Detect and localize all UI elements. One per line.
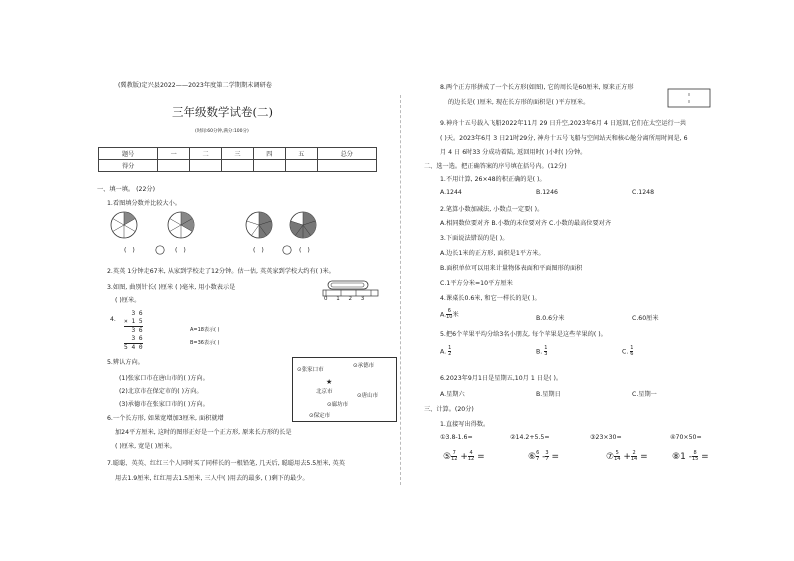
rectangle-figure: [667, 88, 711, 108]
exam-time: (时间:60分钟,满分:100分): [195, 129, 249, 134]
answer-blank[interactable]: ( ): [124, 247, 135, 254]
question-text: A=18表示( ): [190, 327, 220, 333]
question-text: 6.2023年9月1日是星期五,10月 1 日是( )。: [440, 375, 563, 382]
map-label-chengde: ⊙承德市: [353, 363, 375, 369]
option-c[interactable]: C.星期一: [632, 391, 657, 398]
score-cell: 三: [222, 148, 254, 160]
option-a[interactable]: A.1244: [440, 189, 462, 196]
question-text: 8.两个正方形拼成了一个长方形(如图), 它的周长是60厘米, 原来正方形: [440, 84, 634, 91]
score-cell: 五: [285, 148, 317, 160]
score-cell: 题号: [99, 148, 158, 160]
question-text: 5.辨认方向。: [107, 359, 144, 366]
calc-item: ①3.8-1.6=: [440, 434, 473, 441]
question-text: (2)北京市在保定市的( )方向。: [119, 388, 203, 395]
section-heading: 二、选一选。把正确答案的序号填在括号内。(12分): [424, 163, 567, 170]
question-text: 3.如图, 曲别针长( )厘米 ( )毫米, 用小数表示是: [107, 284, 236, 291]
answer-blank[interactable]: ( ): [175, 247, 186, 254]
question-text: 9.神舟十五号载入飞船2022年11月 29 日升空,2023年6月 4 日返回,它们在太空运行一共: [440, 120, 687, 127]
option-a[interactable]: A. $\frac{1}{2}$: [440, 345, 452, 357]
question-text: ( )厘米。: [115, 297, 141, 304]
score-input[interactable]: [317, 160, 376, 172]
question-text: 1.直接写出得数。: [440, 421, 490, 428]
compare-circle-icon[interactable]: [282, 245, 292, 255]
map-label-langfang: ⊙廊坊市: [327, 402, 349, 408]
direction-map: [292, 357, 397, 422]
question-text: 2.英英 1分钟走67米, 从家到学校走了12分钟。估一估, 英英家到学校大约有( )米。: [107, 268, 335, 275]
option-a[interactable]: A. $\frac{6}{10}$ 米: [440, 308, 459, 320]
vertical-multiplication: 3 6 × 1 5 3 6 3 6 5 4 0: [124, 310, 143, 351]
option-c[interactable]: C.60厘米: [632, 315, 659, 322]
option-b[interactable]: B.0.6分米: [536, 315, 565, 322]
calc-item: ②14.2+5.5=: [510, 434, 550, 441]
question-text: 1.不用计算, 26×48的积正确的是( )。: [440, 176, 546, 183]
score-input[interactable]: [158, 160, 190, 172]
score-table: [98, 147, 377, 172]
question-text: 用去1.9厘米, 红红用去1.5厘米, 三人中( )用去的最多, ( )剩下的最少。: [115, 475, 309, 482]
score-cell: 得分: [99, 160, 158, 172]
map-label-tangshan: ⊙唐山市: [357, 393, 379, 399]
map-label-zhangjiakou: ⊙张家口市: [297, 367, 324, 373]
pie-figure-3: [245, 211, 273, 239]
question-text: (1)张家口市在唐山市的( )方向。: [119, 375, 209, 382]
pie-figure-2: [167, 211, 195, 239]
option-c[interactable]: C.1248: [632, 189, 655, 196]
option-a[interactable]: A.边长1米的正方形, 面积是1平方米。: [440, 250, 545, 257]
question-number: 4.: [110, 316, 116, 323]
calc-item: ④70×50=: [670, 434, 702, 441]
section-heading: 三、计算。(20分): [424, 406, 474, 413]
pie-figure-1: [110, 211, 138, 239]
question-text: ( )天。2023年6月 3 日21时29分, 神舟十五号飞船与空间站天和核心舱分离所用时间是, 6: [440, 135, 688, 142]
option-b[interactable]: B.面积单位可以用来计量物体表面和平面图形的面积: [440, 265, 583, 272]
score-cell: 一: [158, 148, 190, 160]
map-label-baoding: ⊙保定市: [309, 413, 331, 419]
section-heading: 一、填一填。 (22分): [97, 186, 155, 193]
question-text: 5.把6个苹果平均分给3名小朋友, 每个苹果是这些苹果的( )。: [440, 331, 607, 338]
map-label-beijing: 北京市: [316, 389, 333, 395]
compare-circle-icon[interactable]: [155, 245, 165, 255]
ruler-labels: 0 1 2 3: [324, 296, 365, 302]
option-b[interactable]: B. $\frac{1}{3}$: [536, 345, 548, 357]
score-cell: 二: [190, 148, 222, 160]
question-text: 1.看图填分数并比较大小。: [107, 200, 181, 207]
option-b[interactable]: B.星期日: [536, 391, 561, 398]
score-cell: 四: [253, 148, 285, 160]
option-list[interactable]: A.相同数位要对齐 B.小数的末位要对齐 C.小数的最高位要对齐: [440, 220, 612, 227]
question-text: ( )厘米, 宽是( )厘米。: [115, 443, 176, 450]
answer-blank[interactable]: ( ): [299, 247, 310, 254]
question-text: 加24平方厘米, 这时的图形正好是一个正方形, 原来长方形的长是: [115, 429, 292, 436]
question-text: 4.课桌长0.6米, 和它一样长的是( )。: [440, 295, 541, 302]
fraction-calc-item: ⑥ $\frac{6}{7}$ - $\frac{3}{7}$ =: [528, 450, 559, 462]
question-text: 2.笔算小数加减法, 小数点一定要( )。: [440, 206, 544, 213]
fraction-calc-item: ⑦ $\frac{5}{14}$ + $\frac{2}{14}$ =: [606, 450, 648, 462]
option-c[interactable]: C. $\frac{1}{6}$: [622, 345, 634, 357]
score-input[interactable]: [253, 160, 285, 172]
score-input[interactable]: [222, 160, 254, 172]
page-title: 三年级数学试卷(二): [172, 105, 273, 119]
score-cell: 总分: [317, 148, 376, 160]
question-text: (3)承德市在张家口市的( )方向。: [119, 401, 209, 408]
fraction-calc-item: ⑧1 - $\frac{8}{15}$ =: [672, 450, 709, 462]
question-text: 6.一个长方形, 如果宽增加3厘米, 面积就增: [107, 415, 224, 422]
calc-item: ③23×30=: [590, 434, 622, 441]
option-a[interactable]: A.星期六: [440, 391, 465, 398]
question-text: 3.下面说法错误的是( )。: [440, 235, 509, 242]
star-icon: ★: [326, 378, 333, 386]
option-c[interactable]: C.1平方分米=10平方厘米: [440, 280, 513, 287]
exam-source: (冀教版)定兴县2022——2023年度第二学期期末调研卷: [118, 82, 272, 89]
answer-blank[interactable]: ( ): [253, 247, 264, 254]
score-input[interactable]: [190, 160, 222, 172]
pie-figure-4: [289, 211, 317, 239]
question-text: 的边长是( )厘米, 现在长方形的面积是( )平方厘米。: [448, 99, 590, 106]
score-input[interactable]: [285, 160, 317, 172]
question-text: 7.聪聪、英英、红红三个人同时买了同样长的一根铅笔, 几天后, 聪聪用去5.5厘米, 英英: [107, 460, 345, 467]
question-text: B=36表示( ): [190, 340, 220, 346]
page-divider: [400, 95, 401, 485]
fraction-calc-item: ⑤ $\frac{7}{12}$ + $\frac{4}{12}$ =: [443, 450, 485, 462]
option-b[interactable]: B.1246: [536, 189, 558, 196]
question-text: 月 4 日 6时33 分成功着陆, 返回用时( )小时( )分钟。: [440, 149, 587, 156]
